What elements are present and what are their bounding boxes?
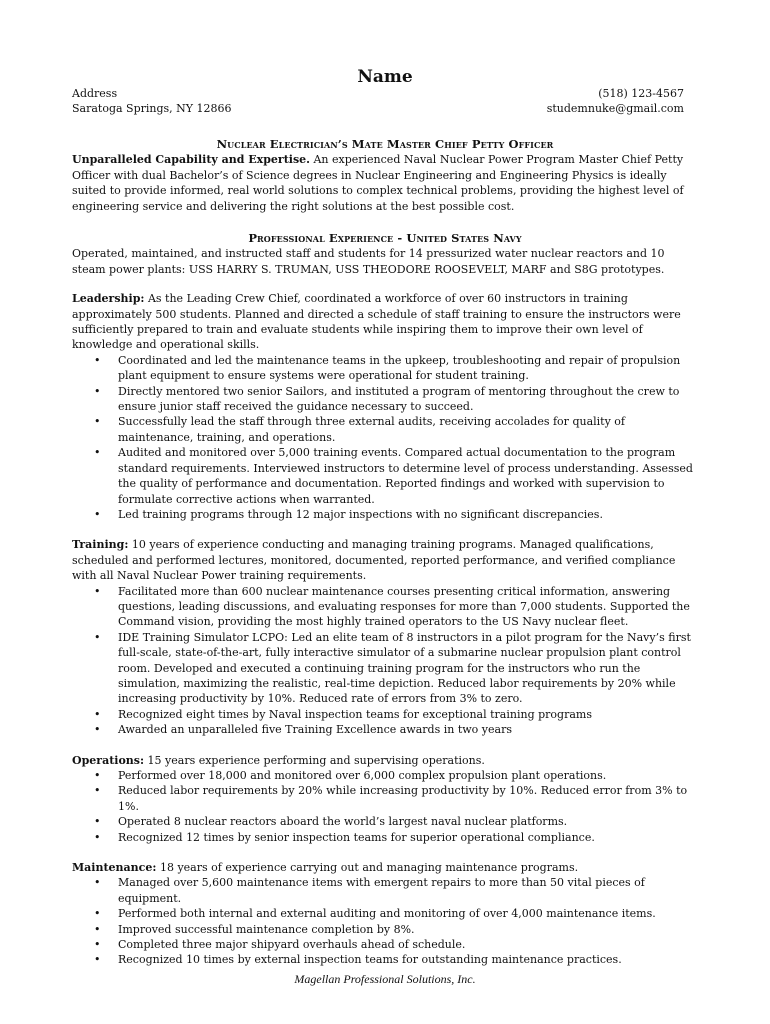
list-item: • Directly mentored two senior Sailors, and instituted a program of mentoring throughout the crew to ensure junior staff received the guidance necessary to succeed. [118, 384, 698, 415]
list-item: • Performed both internal and external auditing and monitoring of over 4,000 maintenance items. [118, 906, 698, 921]
list-item: • Operated 8 nuclear reactors aboard the world’s largest naval nuclear platforms. [118, 814, 698, 829]
maintenance-text: 18 years of experience carrying out and managing maintenance programs. [159, 861, 579, 875]
maintenance-list [72, 875, 698, 967]
list-item: • Recognized eight times by Naval inspection teams for exceptional training programs [118, 707, 698, 722]
training-list [72, 584, 698, 738]
list-item: • Improved successful maintenance completion by 8%. [118, 922, 698, 937]
summary-lead: Unparalleled Capability and Expertise. [72, 153, 310, 167]
list-item: • Recognized 12 times by senior inspection teams for superior operational compliance. [118, 830, 698, 845]
experience-intro: Operated, maintained, and instructed staff and students for 14 pressurized water nuclear reactors and 10 steam power plants: USS HARRY S. TRUMAN, USS THEODORE ROOSEVELT, MARF and S8G prototypes. [72, 247, 665, 276]
operations-text: 15 years experience performing and supervising operations. [147, 753, 485, 767]
experience-section [72, 231, 698, 968]
training-text: 10 years of experience conducting and managing training programs. Managed qualifications, scheduled and performed lectures, monitored, documented, reported performance, and verified compliance with all Naval Nuclear Power training requirements. [72, 538, 676, 583]
list-item: • Facilitated more than 600 nuclear maintenance courses presenting critical information, answering questions, leading discussions, and evaluating responses for more than 7,000 students. Supported the Command vision, providing the most highly trained operators to the US Navy nuclear fleet. [118, 584, 698, 630]
footer-company: Magellan Professional Solutions, Inc. [294, 972, 476, 986]
experience-heading: Professional Experience - United States Navy [248, 231, 522, 245]
job-title-heading: Nuclear Electrician’s Mate Master Chief Petty Officer [216, 137, 554, 151]
list-item: • Recognized 10 times by external inspection teams for outstanding maintenance practices. [118, 952, 698, 967]
list-item: • Awarded an unparalleled five Training Excellence awards in two years [118, 722, 698, 737]
city-state-zip: Saratoga Springs, NY 12866 [72, 102, 232, 116]
maintenance-label: Maintenance: [72, 861, 157, 875]
training-paragraph [72, 537, 698, 583]
operations-paragraph [72, 753, 698, 768]
contact-block [72, 86, 684, 117]
email-address: studemnuke@gmail.com [546, 102, 684, 116]
phone-number: (518) 123-4567 [598, 87, 684, 100]
resume-name: Name [357, 67, 413, 87]
list-item: • Managed over 5,600 maintenance items with emergent repairs to more than 50 vital pieces of equipment. [118, 875, 698, 906]
operations-list [72, 768, 698, 845]
list-item: • Led training programs through 12 major inspections with no significant discrepancies. [118, 507, 698, 522]
list-item: • Performed over 18,000 and monitored over 6,000 complex propulsion plant operations. [118, 768, 698, 783]
list-item: • IDE Training Simulator LCPO: Led an elite team of 8 instructors in a pilot program for the Navy’s first full-scale, state-of-the-art, fully interactive simulator of a submarine nuclear propulsion plant control room. Developed and executed a continuing training program for the instructors who run the simulation, maximizing the realistic, real-time depiction. Reduced labor requirements by 20% while increasing productivity by 10%. Reduced rate of errors from 3% to zero. [118, 630, 698, 707]
leadership-label: Leadership: [72, 292, 145, 306]
title-section [72, 137, 698, 214]
leadership-text: As the Leading Crew Chief, coordinated a workforce of over 60 instructors in training approximately 500 students. Planned and directed a schedule of staff training to ensure the instructors were sufficiently prepared to train and evaluate students while inspiring them to improve their own level of knowledge and operational skills. [72, 292, 681, 352]
address-label: Address [72, 87, 118, 100]
list-item: • Coordinated and led the maintenance teams in the upkeep, troubleshooting and repair of propulsion plant equipment to ensure systems were operational for student training. [118, 353, 698, 384]
leadership-list [72, 353, 698, 522]
leadership-paragraph [72, 291, 698, 353]
list-item: • Completed three major shipyard overhauls ahead of schedule. [118, 937, 698, 952]
summary-text: An experienced Naval Nuclear Power Program Master Chief Petty Officer with dual Bachelor’s of Science degrees in Nuclear Engineering and Engineering Physics is ideally suited to provide informed, real world solutions to complex technical problems, providing the highest level of engineering service and delivering the right solutions at the best possible cost. [72, 153, 684, 213]
maintenance-paragraph [72, 860, 698, 875]
list-item: • Successfully lead the staff through three external audits, receiving accolades for quality of maintenance, training, and operations. [118, 414, 698, 445]
list-item: • Reduced labor requirements by 20% while increasing productivity by 10%. Reduced error from 3% to 1%. [118, 783, 698, 814]
list-item: • Audited and monitored over 5,000 training events. Compared actual documentation to the program standard requirements. Interviewed instructors to determine level of process understanding. Assessed the quality of performance and documentation. Reported findings and worked with supervision to formulate corrective actions when warranted. [118, 445, 698, 507]
operations-label: Operations: [72, 753, 145, 767]
training-label: Training: [72, 538, 129, 552]
summary-paragraph [72, 152, 698, 214]
